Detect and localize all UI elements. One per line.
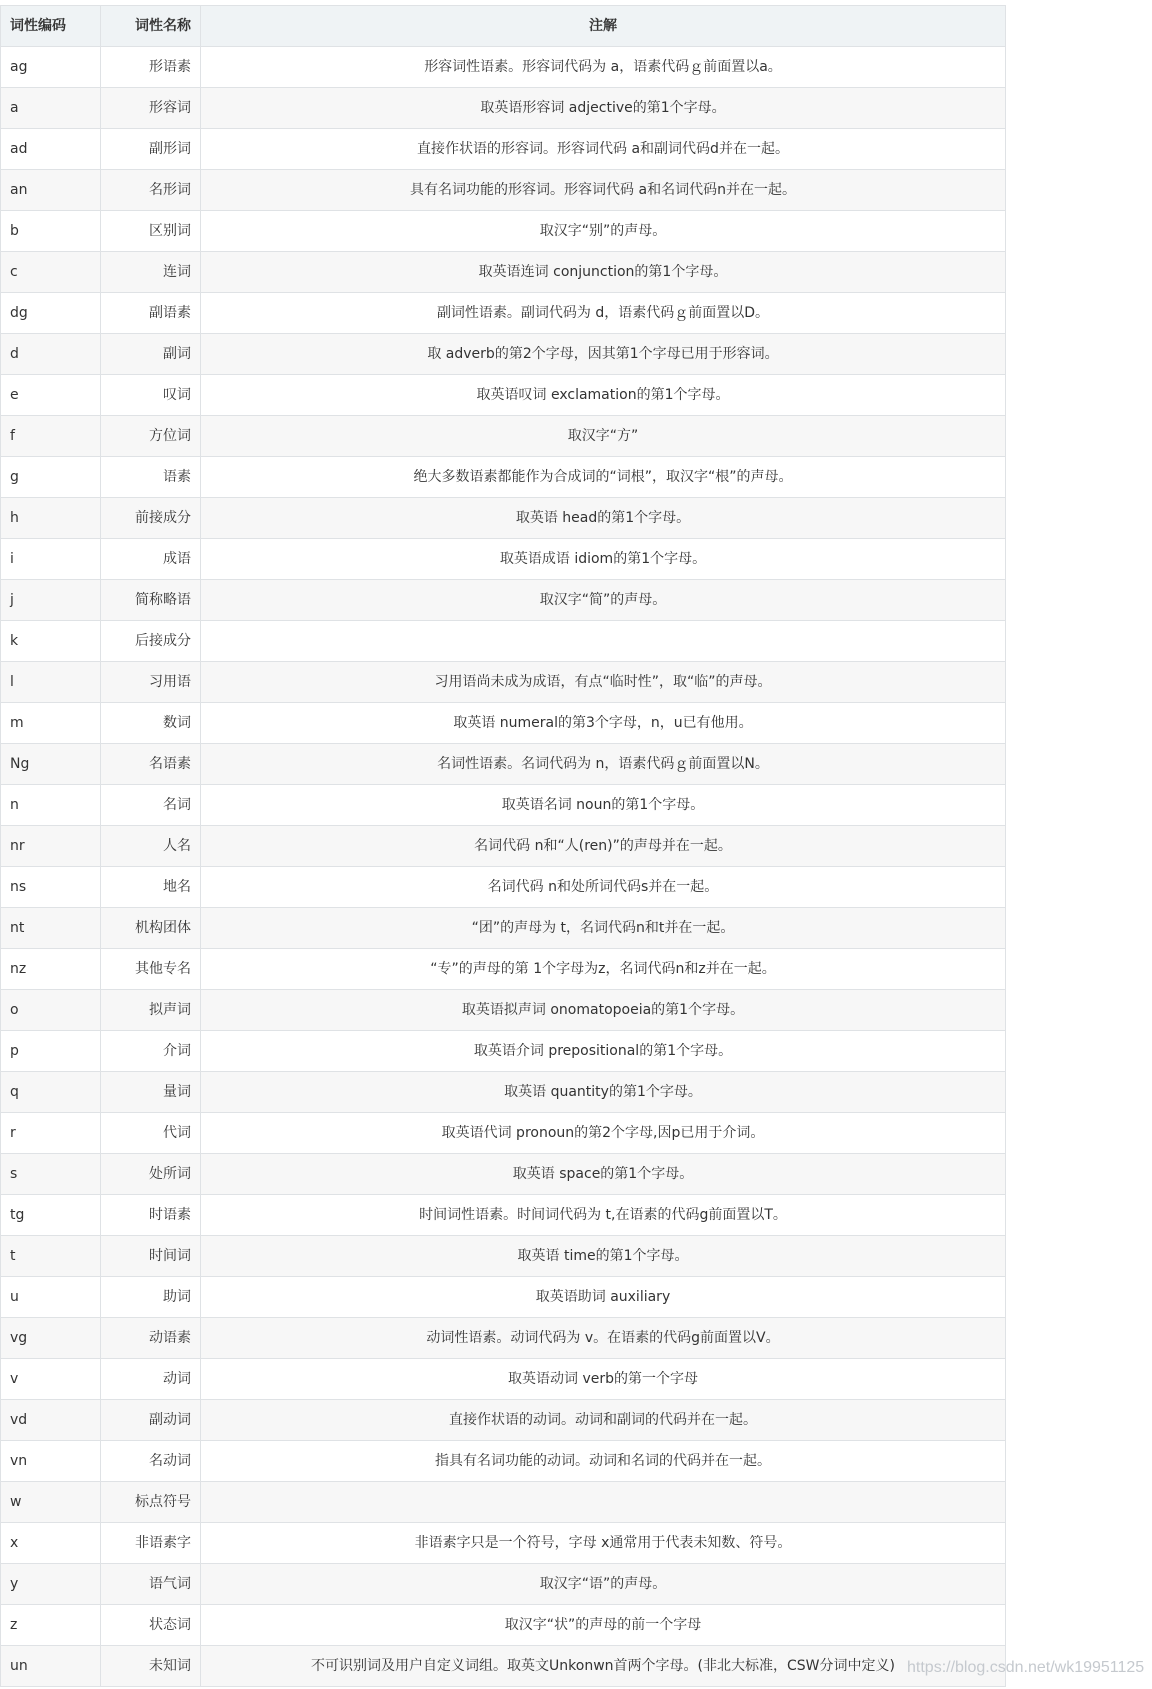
cell-name: 语素 [101, 457, 201, 498]
header-row [1, 6, 1006, 47]
cell-note [201, 621, 1006, 662]
cell-note: 取英语 space的第1个字母。 [201, 1154, 1006, 1195]
cell-code: ad [1, 129, 101, 170]
cell-code: k [1, 621, 101, 662]
cell-name: 量词 [101, 1072, 201, 1113]
cell-note: 取英语形容词 adjective的第1个字母。 [201, 88, 1006, 129]
cell-name: 名动词 [101, 1441, 201, 1482]
table-row [1, 1482, 1006, 1523]
table-row [1, 252, 1006, 293]
table-row [1, 1236, 1006, 1277]
cell-note: 取英语动词 verb的第一个字母 [201, 1359, 1006, 1400]
cell-code: q [1, 1072, 101, 1113]
cell-code: nr [1, 826, 101, 867]
cell-note: 取英语叹词 exclamation的第1个字母。 [201, 375, 1006, 416]
table-row [1, 457, 1006, 498]
table-row [1, 211, 1006, 252]
cell-note: 取汉字“状”的声母的前一个字母 [201, 1605, 1006, 1646]
cell-note: 取英语代词 pronoun的第2个字母,因p已用于介词。 [201, 1113, 1006, 1154]
cell-note: 取汉字“简”的声母。 [201, 580, 1006, 621]
cell-name: 动语素 [101, 1318, 201, 1359]
cell-code: w [1, 1482, 101, 1523]
cell-code: s [1, 1154, 101, 1195]
cell-code: tg [1, 1195, 101, 1236]
cell-name: 区别词 [101, 211, 201, 252]
cell-note: 取英语名词 noun的第1个字母。 [201, 785, 1006, 826]
cell-code: h [1, 498, 101, 539]
cell-name: 后接成分 [101, 621, 201, 662]
cell-code: n [1, 785, 101, 826]
table-row [1, 1441, 1006, 1482]
cell-code: an [1, 170, 101, 211]
cell-name: 方位词 [101, 416, 201, 457]
table-row [1, 1605, 1006, 1646]
table-row [1, 1154, 1006, 1195]
table-row [1, 744, 1006, 785]
cell-note: 取英语连词 conjunction的第1个字母。 [201, 252, 1006, 293]
table-row [1, 703, 1006, 744]
cell-note: 名词性语素。名词代码为 n，语素代码ｇ前面置以N。 [201, 744, 1006, 785]
cell-code: l [1, 662, 101, 703]
cell-name: 形语素 [101, 47, 201, 88]
cell-name: 成语 [101, 539, 201, 580]
cell-note: 指具有名词功能的动词。动词和名词的代码并在一起。 [201, 1441, 1006, 1482]
cell-code: ag [1, 47, 101, 88]
cell-note: 取英语 head的第1个字母。 [201, 498, 1006, 539]
cell-note: 动词性语素。动词代码为 v。在语素的代码g前面置以V。 [201, 1318, 1006, 1359]
cell-name: 习用语 [101, 662, 201, 703]
cell-name: 处所词 [101, 1154, 201, 1195]
cell-name: 前接成分 [101, 498, 201, 539]
cell-note: 取英语介词 prepositional的第1个字母。 [201, 1031, 1006, 1072]
cell-note: 时间词性语素。时间词代码为 t,在语素的代码g前面置以T。 [201, 1195, 1006, 1236]
cell-name: 简称略语 [101, 580, 201, 621]
cell-code: dg [1, 293, 101, 334]
table-row [1, 1400, 1006, 1441]
table-row [1, 1113, 1006, 1154]
cell-note: 具有名词功能的形容词。形容词代码 a和名词代码n并在一起。 [201, 170, 1006, 211]
cell-code: o [1, 990, 101, 1031]
cell-note: “专”的声母的第 1个字母为z，名词代码n和z并在一起。 [201, 949, 1006, 990]
cell-name: 形容词 [101, 88, 201, 129]
cell-note: 取 adverb的第2个字母，因其第1个字母已用于形容词。 [201, 334, 1006, 375]
cell-name: 状态词 [101, 1605, 201, 1646]
cell-code: Ng [1, 744, 101, 785]
cell-name: 名词 [101, 785, 201, 826]
table-row [1, 1564, 1006, 1605]
pos-tag-table [0, 5, 1006, 1687]
table-row [1, 1031, 1006, 1072]
cell-name: 名形词 [101, 170, 201, 211]
table-row [1, 129, 1006, 170]
table-row [1, 1277, 1006, 1318]
cell-note: 非语素字只是一个符号，字母 x通常用于代表未知数、符号。 [201, 1523, 1006, 1564]
cell-note: 取汉字“别”的声母。 [201, 211, 1006, 252]
cell-note: 直接作状语的形容词。形容词代码 a和副词代码d并在一起。 [201, 129, 1006, 170]
cell-code: j [1, 580, 101, 621]
table-row [1, 1195, 1006, 1236]
table-row [1, 826, 1006, 867]
cell-name: 人名 [101, 826, 201, 867]
cell-note: 取英语 quantity的第1个字母。 [201, 1072, 1006, 1113]
table-row [1, 621, 1006, 662]
table-row [1, 539, 1006, 580]
cell-code: m [1, 703, 101, 744]
table-row [1, 293, 1006, 334]
cell-name: 名语素 [101, 744, 201, 785]
table-row [1, 662, 1006, 703]
header-code: 词性编码 [1, 6, 101, 47]
cell-code: r [1, 1113, 101, 1154]
table-row [1, 1072, 1006, 1113]
watermark-url: https://blog.csdn.net/wk19951125 [907, 1659, 1145, 1676]
table-row [1, 47, 1006, 88]
header-name: 词性名称 [101, 6, 201, 47]
cell-note: 取汉字“语”的声母。 [201, 1564, 1006, 1605]
cell-name: 副语素 [101, 293, 201, 334]
cell-name: 时间词 [101, 1236, 201, 1277]
cell-name: 介词 [101, 1031, 201, 1072]
table-body [1, 47, 1006, 1687]
cell-code: vn [1, 1441, 101, 1482]
cell-name: 语气词 [101, 1564, 201, 1605]
cell-note: 取英语拟声词 onomatopoeia的第1个字母。 [201, 990, 1006, 1031]
cell-code: t [1, 1236, 101, 1277]
header-note: 注解 [201, 6, 1006, 47]
cell-name: 动词 [101, 1359, 201, 1400]
cell-code: b [1, 211, 101, 252]
cell-note: 形容词性语素。形容词代码为 a，语素代码ｇ前面置以a。 [201, 47, 1006, 88]
cell-code: vd [1, 1400, 101, 1441]
cell-code: g [1, 457, 101, 498]
table-header [1, 6, 1006, 47]
cell-code: x [1, 1523, 101, 1564]
table-row [1, 785, 1006, 826]
cell-note: 取汉字“方” [201, 416, 1006, 457]
cell-note: 名词代码 n和“人(ren)”的声母并在一起。 [201, 826, 1006, 867]
cell-name: 时语素 [101, 1195, 201, 1236]
cell-code: c [1, 252, 101, 293]
cell-note: “团”的声母为 t，名词代码n和t并在一起。 [201, 908, 1006, 949]
cell-note: 习用语尚未成为成语，有点“临时性”，取“临”的声母。 [201, 662, 1006, 703]
cell-note: 取英语 time的第1个字母。 [201, 1236, 1006, 1277]
cell-note: 取英语 numeral的第3个字母，n，u已有他用。 [201, 703, 1006, 744]
table-row [1, 375, 1006, 416]
cell-name: 副动词 [101, 1400, 201, 1441]
table-row [1, 1318, 1006, 1359]
table-row [1, 498, 1006, 539]
cell-name: 标点符号 [101, 1482, 201, 1523]
cell-name: 连词 [101, 252, 201, 293]
cell-name: 机构团体 [101, 908, 201, 949]
cell-name: 拟声词 [101, 990, 201, 1031]
table-row [1, 867, 1006, 908]
cell-code: p [1, 1031, 101, 1072]
cell-code: f [1, 416, 101, 457]
cell-note: 绝大多数语素都能作为合成词的“词根”，取汉字“根”的声母。 [201, 457, 1006, 498]
cell-note: 副词性语素。副词代码为 d，语素代码ｇ前面置以D。 [201, 293, 1006, 334]
table-row [1, 1523, 1006, 1564]
cell-note: 取英语助词 auxiliary [201, 1277, 1006, 1318]
cell-code: a [1, 88, 101, 129]
cell-code: z [1, 1605, 101, 1646]
table-row [1, 580, 1006, 621]
cell-note [201, 1482, 1006, 1523]
cell-name: 未知词 [101, 1646, 201, 1687]
cell-name: 数词 [101, 703, 201, 744]
cell-code: d [1, 334, 101, 375]
cell-name: 副形词 [101, 129, 201, 170]
table-row [1, 1359, 1006, 1400]
cell-code: ns [1, 867, 101, 908]
table-row [1, 990, 1006, 1031]
cell-name: 助词 [101, 1277, 201, 1318]
cell-note: 取英语成语 idiom的第1个字母。 [201, 539, 1006, 580]
cell-note: 不可识别词及用户自定义词组。取英文Unkonwn首两个字母。(非北大标准，CSW分词中定义) [201, 1646, 1006, 1687]
cell-code: un [1, 1646, 101, 1687]
cell-code: u [1, 1277, 101, 1318]
cell-name: 其他专名 [101, 949, 201, 990]
table-row [1, 170, 1006, 211]
cell-code: i [1, 539, 101, 580]
cell-note: 名词代码 n和处所词代码s并在一起。 [201, 867, 1006, 908]
cell-code: v [1, 1359, 101, 1400]
table-row [1, 88, 1006, 129]
table-row [1, 1646, 1006, 1687]
cell-code: nt [1, 908, 101, 949]
cell-name: 副词 [101, 334, 201, 375]
pos-tag-table-container [0, 5, 1005, 1687]
cell-code: y [1, 1564, 101, 1605]
cell-code: e [1, 375, 101, 416]
cell-note: 直接作状语的动词。动词和副词的代码并在一起。 [201, 1400, 1006, 1441]
cell-code: nz [1, 949, 101, 990]
cell-name: 地名 [101, 867, 201, 908]
table-row [1, 908, 1006, 949]
cell-name: 叹词 [101, 375, 201, 416]
cell-code: vg [1, 1318, 101, 1359]
table-row [1, 334, 1006, 375]
cell-name: 代词 [101, 1113, 201, 1154]
cell-name: 非语素字 [101, 1523, 201, 1564]
table-row [1, 949, 1006, 990]
table-row [1, 416, 1006, 457]
